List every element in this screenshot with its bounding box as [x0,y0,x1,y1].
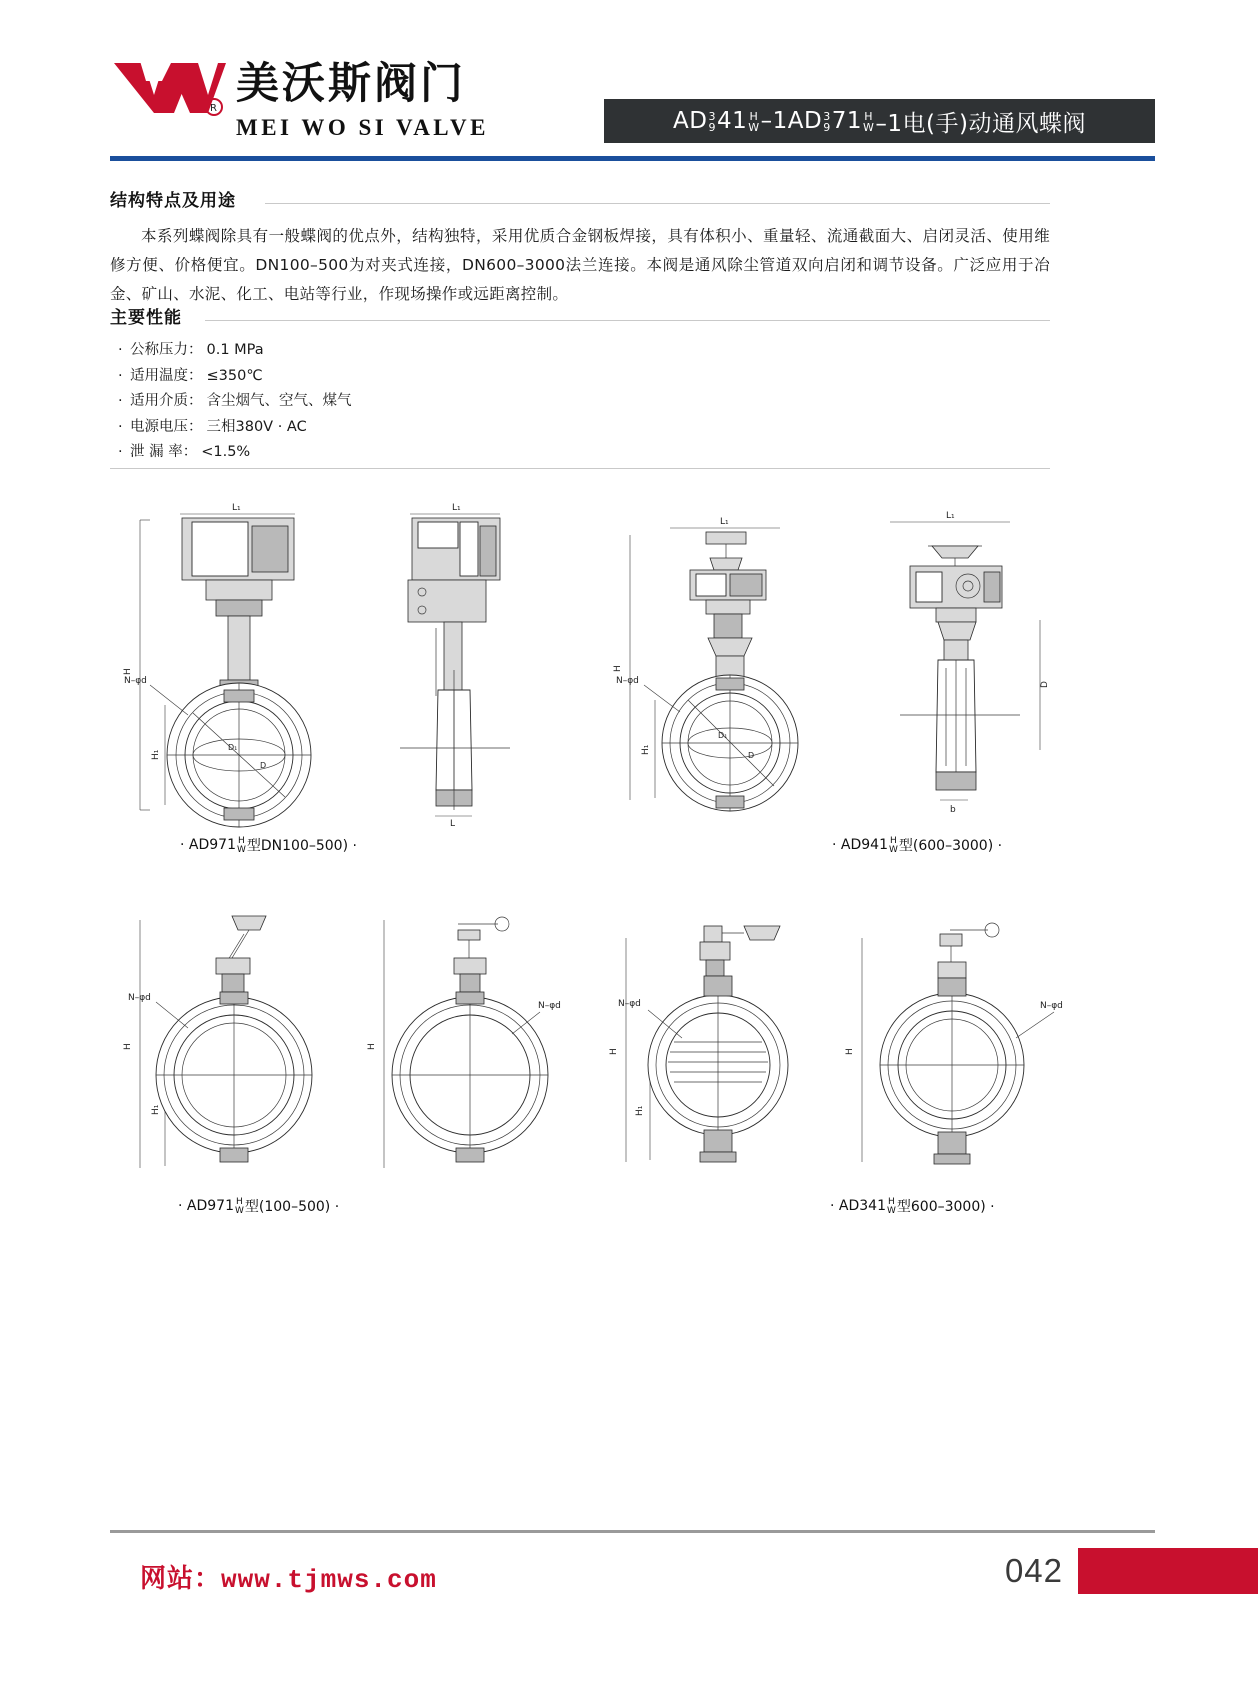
caption-fraction: H W [888,836,898,855]
svg-text:D₁: D₁ [718,731,728,740]
website-url[interactable]: 网站：www.tjmws.com [140,1565,437,1595]
bullet-icon: · [118,342,123,358]
performance-list [118,338,718,466]
caption-fraction: H W [234,1197,244,1216]
caption-prefix: · AD941 [832,837,888,853]
svg-text:N–φd: N–φd [1040,1001,1063,1011]
page-number: 042 [1004,1552,1063,1589]
bullet-icon: · [118,444,123,460]
svg-text:R: R [210,103,217,114]
svg-text:L₁: L₁ [720,517,729,527]
svg-text:D: D [260,761,267,770]
performance-value: <1.5% [201,444,251,460]
figure-caption-3 [178,1196,339,1216]
bullet-icon: · [118,418,123,435]
caption-suffix: 型(100–500) · [244,1199,340,1215]
svg-text:H: H [609,1048,619,1055]
title-fraction-2: H W [748,110,760,134]
figure-caption-4 [830,1196,995,1216]
figure-caption-2 [832,835,1002,855]
title-fraction-4: H W [863,110,875,134]
structure-body [110,222,1050,309]
title-part-3: –1AD [760,108,823,134]
caption-fraction: H W [236,836,246,855]
caption-prefix: · AD971 [180,837,236,853]
title-part-1: AD [673,108,708,134]
figure-ad971-side-view [360,500,550,834]
svg-text:b: b [950,805,956,815]
performance-value: 0.1 MPa [206,342,264,358]
svg-text:N–φd: N–φd [616,676,639,686]
svg-text:H: H [613,665,623,672]
performance-key: 适用温度： [130,367,203,384]
figure-caption-1 [180,835,357,855]
caption-suffix: 型(600–3000) · [898,838,1003,854]
figure-ad341-side-view [840,900,1080,1194]
svg-text:N–φd: N–φd [128,993,151,1003]
figure-ad971-manual-front [120,900,350,1216]
list-item [118,364,718,390]
structure-section-title: 结构特点及用途 [110,191,236,211]
bullet-icon: · [118,393,123,409]
technical-drawings [110,480,1155,1240]
logo-chinese-name: 美沃斯阀门 [236,59,466,109]
performance-bottom-rule [110,468,1050,469]
title-part-2: 41 [716,108,748,134]
structure-title-rule [265,203,1050,204]
performance-value: ≤350℃ [206,367,263,384]
performance-key: 公称压力： [130,342,203,358]
performance-key: 电源电压： [130,418,203,435]
svg-text:L₁: L₁ [232,503,241,513]
svg-text:N–φd: N–φd [124,676,147,686]
svg-text:H₁: H₁ [635,1105,645,1116]
title-part-4: 71 [831,108,862,134]
caption-suffix: 型DN100–500) · [246,838,357,854]
mws-logo-icon [110,55,228,117]
footer-red-block [1078,1548,1258,1594]
header-blue-rule [110,156,1155,161]
figure-ad341-front-view [604,900,995,1216]
title-part-5: –1电(手)动通风蝶阀 [875,110,1086,137]
figure-ad941-side-view [850,500,1080,834]
performance-key: 泄 漏 率： [130,444,198,460]
svg-text:D: D [748,751,755,760]
svg-text:H₁: H₁ [151,1104,161,1115]
svg-text:L₁: L₁ [452,503,461,513]
bullet-icon: · [118,367,123,384]
caption-prefix: · AD971 [178,1198,234,1214]
company-logo [110,55,489,140]
performance-title-rule [205,320,1050,321]
list-item [118,338,718,364]
svg-text:D: D [1040,681,1050,688]
svg-text:H₁: H₁ [641,744,651,755]
performance-section-title: 主要性能 [110,308,182,328]
performance-key: 适用介质： [130,393,203,409]
svg-text:H: H [367,1043,377,1050]
svg-text:H: H [123,1043,133,1050]
svg-text:D₁: D₁ [228,743,238,752]
svg-text:H: H [123,668,133,675]
page-title [673,105,1086,138]
caption-suffix: 型600–3000) · [896,1199,995,1215]
svg-text:N–φd: N–φd [618,999,641,1009]
caption-prefix: · AD341 [830,1198,886,1214]
title-fraction-1: 3 9 [708,110,716,134]
svg-text:H₁: H₁ [151,749,161,760]
figure-ad941-front-view [610,500,1003,855]
figure-ad971-manual-side [362,900,582,1194]
svg-text:N–φd: N–φd [538,1001,561,1011]
header-title-bar [604,99,1155,143]
svg-text:H: H [845,1048,855,1055]
list-item [118,415,718,441]
list-item [118,389,718,415]
footer-rule [110,1530,1155,1533]
page-header [110,55,1155,165]
performance-value: 含尘烟气、空气、煤气 [206,393,352,409]
structure-body-paragraph: 本系列蝶阀除具有一般蝶阀的优点外，结构独特，采用优质合金钢板焊接，具有体积小、重量轻、流通截面大、启闭灵活、使用维修方便、价格便宜。DN100–500为对夹式连接，DN600–3000法兰连接。本阀是通风除尘管道双向启闭和调节设备。广泛应用于冶金、矿山、水泥、化工、电站等行业，作现场操作或远距离控制。 [110,227,1050,303]
performance-value: 三相380V · AC [206,418,307,435]
logo-english-name: MEI WO SI VALVE [236,115,489,140]
figure-ad971-front-view [120,500,357,855]
svg-text:L: L [450,819,456,829]
svg-text:L₁: L₁ [946,511,955,521]
list-item [118,440,718,466]
title-fraction-3: 3 9 [823,110,831,134]
caption-fraction: H W [886,1197,896,1216]
